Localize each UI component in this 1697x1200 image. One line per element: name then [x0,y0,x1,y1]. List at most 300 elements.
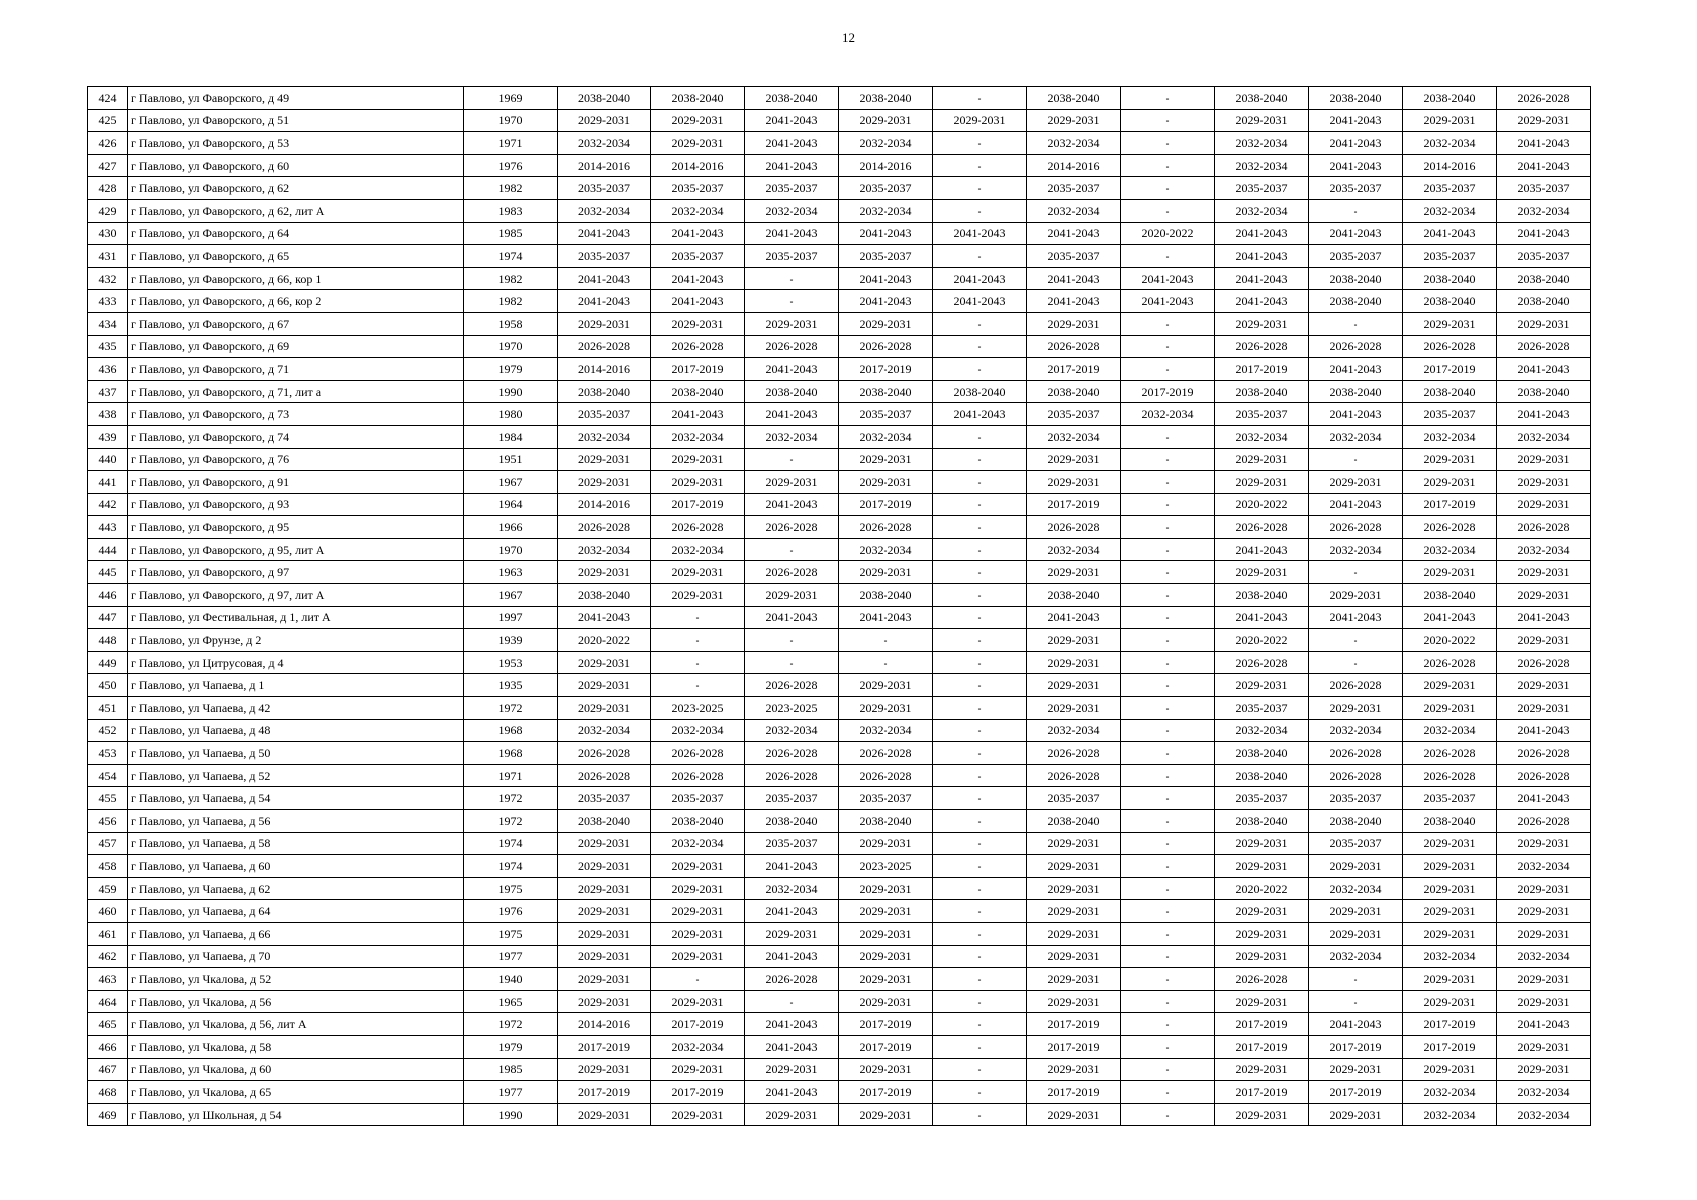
repair-period-cell: 2026-2028 [1309,742,1403,765]
repair-period-cell: 2029-2031 [1027,1103,1121,1126]
repair-period-cell: 2035-2037 [839,177,933,200]
table-row [88,448,1591,471]
address-cell: г Павлово, ул Фаворского, д 60 [128,154,464,177]
repair-period-cell: 2026-2028 [839,516,933,539]
row-number-cell: 455 [88,787,128,810]
table-row [88,697,1591,720]
repair-period-cell: 2020-2022 [1121,222,1215,245]
build-year-cell: 1976 [464,900,558,923]
repair-period-cell: 2035-2037 [1215,787,1309,810]
repair-period-cell: - [1121,493,1215,516]
build-year-cell: 1967 [464,584,558,607]
repair-period-cell: 2029-2031 [1403,109,1497,132]
repair-period-cell: 2029-2031 [839,832,933,855]
repair-period-cell: 2032-2034 [1497,1103,1591,1126]
repair-period-cell: - [933,1081,1027,1104]
repair-period-cell: 2035-2037 [1309,787,1403,810]
repair-period-cell: 2032-2034 [651,832,745,855]
repair-period-cell: 2026-2028 [1215,516,1309,539]
repair-period-cell: - [1121,606,1215,629]
repair-period-cell: - [933,561,1027,584]
table-row [88,132,1591,155]
repair-period-cell: 2032-2034 [1403,132,1497,155]
repair-period-cell: 2017-2019 [1215,1081,1309,1104]
table-row [88,810,1591,833]
repair-period-cell: 2029-2031 [558,855,651,878]
table-row [88,990,1591,1013]
row-number-cell: 456 [88,810,128,833]
repair-period-cell: 2038-2040 [1403,584,1497,607]
repair-period-cell: - [1121,1058,1215,1081]
repair-period-cell: 2026-2028 [745,561,839,584]
repair-period-cell: 2041-2043 [1309,493,1403,516]
repair-period-cell: 2029-2031 [1309,855,1403,878]
repair-period-cell: 2038-2040 [1027,87,1121,110]
repair-period-cell: 2014-2016 [839,154,933,177]
table-row [88,538,1591,561]
row-number-cell: 442 [88,493,128,516]
row-number-cell: 445 [88,561,128,584]
repair-period-cell: 2041-2043 [839,290,933,313]
address-cell: г Павлово, ул Фаворского, д 97, лит А [128,584,464,607]
repair-period-cell: 2041-2043 [745,1013,839,1036]
repair-period-cell: 2041-2043 [1497,1013,1591,1036]
repair-period-cell: 2029-2031 [651,990,745,1013]
repair-period-cell: 2023-2025 [839,855,933,878]
repair-period-cell: - [933,697,1027,720]
repair-period-cell: - [1121,877,1215,900]
repair-period-cell: 2041-2043 [1309,606,1403,629]
repair-period-cell: - [933,335,1027,358]
repair-period-cell: - [1121,764,1215,787]
repair-period-cell: 2041-2043 [558,222,651,245]
address-cell: г Павлово, ул Чапаева, д 1 [128,674,464,697]
repair-period-cell: 2029-2031 [651,132,745,155]
repair-period-cell: 2029-2031 [651,1058,745,1081]
address-cell: г Павлово, ул Чкалова, д 58 [128,1035,464,1058]
repair-period-cell: 2032-2034 [1309,538,1403,561]
build-year-cell: 1985 [464,1058,558,1081]
address-cell: г Павлово, ул Фаворского, д 66, кор 1 [128,267,464,290]
repair-period-cell: - [745,448,839,471]
repair-period-cell: 2020-2022 [1215,493,1309,516]
repair-period-cell: 2038-2040 [1027,380,1121,403]
repair-period-cell: 2029-2031 [1403,900,1497,923]
repair-period-cell: - [1121,538,1215,561]
repair-period-cell: 2026-2028 [651,335,745,358]
repair-period-cell: 2038-2040 [1215,380,1309,403]
repair-period-cell: 2038-2040 [558,810,651,833]
table-row [88,335,1591,358]
repair-period-cell: 2038-2040 [1309,290,1403,313]
table-row [88,403,1591,426]
repair-period-cell: 2029-2031 [1309,471,1403,494]
build-year-cell: 1975 [464,922,558,945]
row-number-cell: 469 [88,1103,128,1126]
build-year-cell: 1939 [464,629,558,652]
repair-period-cell: 2041-2043 [1497,719,1591,742]
repair-period-cell: 2029-2031 [745,312,839,335]
repair-period-cell: 2032-2034 [1027,425,1121,448]
row-number-cell: 425 [88,109,128,132]
repair-period-cell: - [933,471,1027,494]
repair-period-cell: - [745,538,839,561]
repair-period-cell: 2017-2019 [1403,358,1497,381]
repair-period-cell: 2038-2040 [1497,267,1591,290]
build-year-cell: 1965 [464,990,558,1013]
repair-period-cell: 2038-2040 [651,87,745,110]
repair-period-cell: 2032-2034 [651,538,745,561]
build-year-cell: 1968 [464,742,558,765]
repair-period-cell: 2029-2031 [1215,312,1309,335]
address-cell: г Павлово, ул Чкалова, д 60 [128,1058,464,1081]
repair-period-cell: 2029-2031 [1497,877,1591,900]
repair-period-cell: - [1121,312,1215,335]
repair-period-cell: 2038-2040 [839,810,933,833]
repair-period-cell: 2017-2019 [839,1081,933,1104]
repair-period-cell: 2029-2031 [1403,832,1497,855]
repair-period-cell: 2029-2031 [1027,855,1121,878]
repair-period-cell: 2032-2034 [839,132,933,155]
address-cell: г Павлово, ул Чапаева, д 62 [128,877,464,900]
repair-period-cell: 2035-2037 [558,403,651,426]
repair-period-cell: 2038-2040 [651,380,745,403]
repair-period-cell: 2032-2034 [1027,719,1121,742]
repair-period-cell: 2017-2019 [839,1013,933,1036]
repair-period-cell: 2029-2031 [745,584,839,607]
repair-period-cell: 2029-2031 [745,922,839,945]
repair-period-cell: 2026-2028 [839,335,933,358]
repair-period-cell: 2038-2040 [1215,584,1309,607]
repair-period-cell: 2029-2031 [1497,109,1591,132]
repair-period-cell: 2038-2040 [1027,584,1121,607]
repair-period-cell: 2029-2031 [558,922,651,945]
repair-period-cell: - [933,810,1027,833]
address-cell: г Павлово, ул Чапаева, д 48 [128,719,464,742]
repair-period-cell: 2029-2031 [651,877,745,900]
repair-period-cell: 2029-2031 [558,109,651,132]
repair-period-cell: 2014-2016 [558,154,651,177]
row-number-cell: 451 [88,697,128,720]
repair-period-cell: - [1121,516,1215,539]
repair-period-cell: 2017-2019 [1403,1035,1497,1058]
repair-period-cell: - [933,1013,1027,1036]
repair-period-cell: 2032-2034 [651,425,745,448]
repair-period-cell: 2026-2028 [1215,968,1309,991]
repair-period-cell: - [933,855,1027,878]
build-year-cell: 1990 [464,380,558,403]
repair-period-cell: 2032-2034 [1497,425,1591,448]
repair-period-cell: 2029-2031 [1403,922,1497,945]
repair-period-cell: 2029-2031 [1403,855,1497,878]
repair-period-cell: 2038-2040 [1027,810,1121,833]
repair-period-cell: 2026-2028 [558,335,651,358]
repair-period-cell: - [1121,1035,1215,1058]
repair-period-cell: - [933,538,1027,561]
row-number-cell: 427 [88,154,128,177]
repair-period-cell: 2029-2031 [1215,855,1309,878]
repair-period-cell: 2035-2037 [1309,245,1403,268]
build-year-cell: 1975 [464,877,558,900]
repair-period-cell: 2035-2037 [651,177,745,200]
repair-period-cell: 2029-2031 [1403,674,1497,697]
repair-period-cell: 2026-2028 [1497,335,1591,358]
repair-period-cell: 2029-2031 [1027,945,1121,968]
row-number-cell: 460 [88,900,128,923]
table-row [88,358,1591,381]
repair-period-cell: 2026-2028 [558,764,651,787]
address-cell: г Павлово, ул Фаворского, д 64 [128,222,464,245]
repair-period-cell: 2029-2031 [1403,448,1497,471]
repair-period-cell: 2035-2037 [1027,245,1121,268]
repair-period-cell: 2041-2043 [1309,358,1403,381]
address-cell: г Павлово, ул Фаворского, д 62, лит А [128,199,464,222]
repair-period-cell: 2035-2037 [745,245,839,268]
build-year-cell: 1968 [464,719,558,742]
repair-period-cell: 2029-2031 [558,832,651,855]
repair-period-cell: 2035-2037 [839,787,933,810]
row-number-cell: 426 [88,132,128,155]
row-number-cell: 440 [88,448,128,471]
repair-period-cell: - [1121,109,1215,132]
repair-period-cell: 2038-2040 [1403,290,1497,313]
repair-period-cell: 2029-2031 [1027,561,1121,584]
repair-period-cell: 2029-2031 [1309,1058,1403,1081]
table-row [88,561,1591,584]
repair-period-cell: 2026-2028 [1215,335,1309,358]
row-number-cell: 458 [88,855,128,878]
row-number-cell: 436 [88,358,128,381]
repair-period-cell: 2035-2037 [1027,403,1121,426]
repair-period-cell: 2029-2031 [745,471,839,494]
repair-period-cell: 2035-2037 [1027,787,1121,810]
row-number-cell: 450 [88,674,128,697]
repair-period-cell: - [1121,810,1215,833]
address-cell: г Павлово, ул Чкалова, д 56 [128,990,464,1013]
repair-period-cell: 2029-2031 [839,448,933,471]
address-cell: г Павлово, ул Фаворского, д 91 [128,471,464,494]
address-cell: г Павлово, ул Фаворского, д 53 [128,132,464,155]
repair-period-cell: 2032-2034 [1403,1103,1497,1126]
build-year-cell: 1958 [464,312,558,335]
repair-period-cell: 2041-2043 [1215,606,1309,629]
repair-period-cell: 2029-2031 [1497,697,1591,720]
repair-period-cell: 2041-2043 [558,290,651,313]
repair-period-cell: 2026-2028 [1497,810,1591,833]
repair-period-cell: - [933,1103,1027,1126]
repair-period-cell: 2014-2016 [1027,154,1121,177]
repair-period-cell: 2029-2031 [1497,990,1591,1013]
repair-period-cell: 2032-2034 [839,719,933,742]
build-year-cell: 1982 [464,290,558,313]
repair-period-cell: 2029-2031 [1215,109,1309,132]
repair-period-cell: 2032-2034 [1403,538,1497,561]
repair-period-cell: - [651,651,745,674]
repair-period-cell: 2035-2037 [745,787,839,810]
repair-period-cell: - [1121,1103,1215,1126]
repair-period-cell: 2029-2031 [1497,1058,1591,1081]
build-year-cell: 1963 [464,561,558,584]
repair-period-cell: 2029-2031 [651,471,745,494]
table-row [88,471,1591,494]
repair-period-cell: 2035-2037 [558,177,651,200]
address-cell: г Павлово, ул Фрунзе, д 2 [128,629,464,652]
row-number-cell: 462 [88,945,128,968]
repair-period-cell: - [1121,945,1215,968]
repair-period-cell: 2014-2016 [558,493,651,516]
address-cell: г Павлово, ул Чапаева, д 60 [128,855,464,878]
repair-period-cell: 2026-2028 [745,742,839,765]
table-row [88,742,1591,765]
build-year-cell: 1971 [464,132,558,155]
repair-period-cell: 2029-2031 [1027,900,1121,923]
repair-period-cell: 2041-2043 [1403,222,1497,245]
build-year-cell: 1997 [464,606,558,629]
repair-period-cell: - [933,1035,1027,1058]
table-row [88,222,1591,245]
repair-period-cell: 2029-2031 [1309,922,1403,945]
repair-period-cell: 2041-2043 [745,855,839,878]
repair-period-cell: 2032-2034 [1403,199,1497,222]
table-row [88,651,1591,674]
repair-period-cell: - [1121,561,1215,584]
repair-period-cell: 2041-2043 [745,900,839,923]
repair-period-cell: 2029-2031 [1215,471,1309,494]
repair-period-cell: 2029-2031 [1403,1058,1497,1081]
repair-period-cell: - [1121,1013,1215,1036]
repair-period-cell: 2029-2031 [651,855,745,878]
repair-period-cell: 2041-2043 [1309,154,1403,177]
repair-period-cell: 2029-2031 [839,990,933,1013]
row-number-cell: 438 [88,403,128,426]
repair-period-cell: 2041-2043 [1309,403,1403,426]
repair-period-cell: 2038-2040 [839,584,933,607]
repair-period-cell: 2035-2037 [745,177,839,200]
repair-period-cell: 2029-2031 [839,968,933,991]
repair-period-cell: 2029-2031 [1215,1103,1309,1126]
repair-period-cell: 2029-2031 [651,922,745,945]
address-cell: г Павлово, ул Фаворского, д 95, лит А [128,538,464,561]
repair-period-cell: 2026-2028 [1309,516,1403,539]
build-year-cell: 1970 [464,538,558,561]
repair-period-cell: - [933,199,1027,222]
repair-period-cell: 2032-2034 [745,425,839,448]
repair-period-cell: - [933,358,1027,381]
repair-period-cell: 2026-2028 [558,742,651,765]
table-row [88,1103,1591,1126]
repair-period-cell: 2041-2043 [745,403,839,426]
build-year-cell: 1977 [464,945,558,968]
row-number-cell: 454 [88,764,128,787]
repair-period-cell: 2026-2028 [651,742,745,765]
repair-period-cell: - [651,968,745,991]
repair-period-cell: 2026-2028 [651,764,745,787]
repair-period-cell: 2029-2031 [1027,471,1121,494]
repair-period-cell: - [745,990,839,1013]
repair-period-cell: - [1121,719,1215,742]
build-year-cell: 1971 [464,764,558,787]
repair-period-cell: 2035-2037 [1215,403,1309,426]
repair-period-cell: 2026-2028 [839,742,933,765]
build-year-cell: 1940 [464,968,558,991]
build-year-cell: 1976 [464,154,558,177]
repair-period-cell: 2017-2019 [651,1013,745,1036]
repair-period-cell: 2029-2031 [1027,832,1121,855]
repair-period-cell: 2041-2043 [1027,290,1121,313]
repair-period-cell: 2029-2031 [1215,832,1309,855]
repair-period-cell: 2032-2034 [1403,719,1497,742]
repair-period-cell: 2029-2031 [558,945,651,968]
repair-period-cell: - [933,425,1027,448]
row-number-cell: 443 [88,516,128,539]
repair-period-cell: 2038-2040 [1403,267,1497,290]
repair-period-cell: 2017-2019 [1309,1035,1403,1058]
repair-period-cell: 2023-2025 [745,697,839,720]
repair-period-cell: 2029-2031 [1497,471,1591,494]
repair-period-cell: 2029-2031 [1403,877,1497,900]
repair-period-cell: 2029-2031 [1215,900,1309,923]
address-cell: г Павлово, ул Фаворского, д 95 [128,516,464,539]
build-year-cell: 1964 [464,493,558,516]
repair-period-cell: 2038-2040 [839,87,933,110]
repair-period-cell: 2029-2031 [1497,629,1591,652]
repair-period-cell: 2032-2034 [558,719,651,742]
repair-period-cell: - [1309,448,1403,471]
address-cell: г Павлово, ул Фаворского, д 71, лит а [128,380,464,403]
repair-period-cell: - [1121,584,1215,607]
table-row [88,719,1591,742]
repair-period-cell: 2035-2037 [1497,177,1591,200]
repair-period-cell: 2035-2037 [1215,177,1309,200]
repair-period-cell: 2029-2031 [1215,1058,1309,1081]
repair-period-cell: 2029-2031 [1027,448,1121,471]
repair-period-cell: - [933,877,1027,900]
repair-period-cell: - [839,651,933,674]
build-year-cell: 1974 [464,855,558,878]
repair-period-cell: 2029-2031 [1027,968,1121,991]
repair-period-cell: 2026-2028 [745,516,839,539]
row-number-cell: 465 [88,1013,128,1036]
repair-period-cell: 2026-2028 [558,516,651,539]
repair-period-cell: 2029-2031 [1403,990,1497,1013]
repair-period-cell: 2029-2031 [651,448,745,471]
repair-period-cell: 2041-2043 [1497,154,1591,177]
build-year-cell: 1951 [464,448,558,471]
build-year-cell: 1970 [464,109,558,132]
row-number-cell: 461 [88,922,128,945]
repair-period-cell: 2032-2034 [1403,945,1497,968]
repair-period-cell: - [1121,154,1215,177]
repair-period-cell: 2041-2043 [933,290,1027,313]
repair-period-cell: - [933,312,1027,335]
repair-period-cell: 2029-2031 [1309,900,1403,923]
repair-period-cell: 2029-2031 [1403,968,1497,991]
repair-period-cell: 2029-2031 [839,471,933,494]
repair-period-cell: 2029-2031 [839,109,933,132]
table-row [88,945,1591,968]
table-row [88,199,1591,222]
repair-period-cell: 2029-2031 [1027,877,1121,900]
repair-period-cell: 2038-2040 [1215,764,1309,787]
repair-period-cell: - [1121,651,1215,674]
repair-period-cell: 2017-2019 [1215,1013,1309,1036]
repair-period-cell: 2020-2022 [1215,629,1309,652]
address-cell: г Павлово, ул Фаворского, д 93 [128,493,464,516]
build-year-cell: 1972 [464,697,558,720]
repair-period-cell: 2017-2019 [1215,1035,1309,1058]
repair-period-cell: 2038-2040 [1403,87,1497,110]
repair-period-cell: 2026-2028 [1497,87,1591,110]
